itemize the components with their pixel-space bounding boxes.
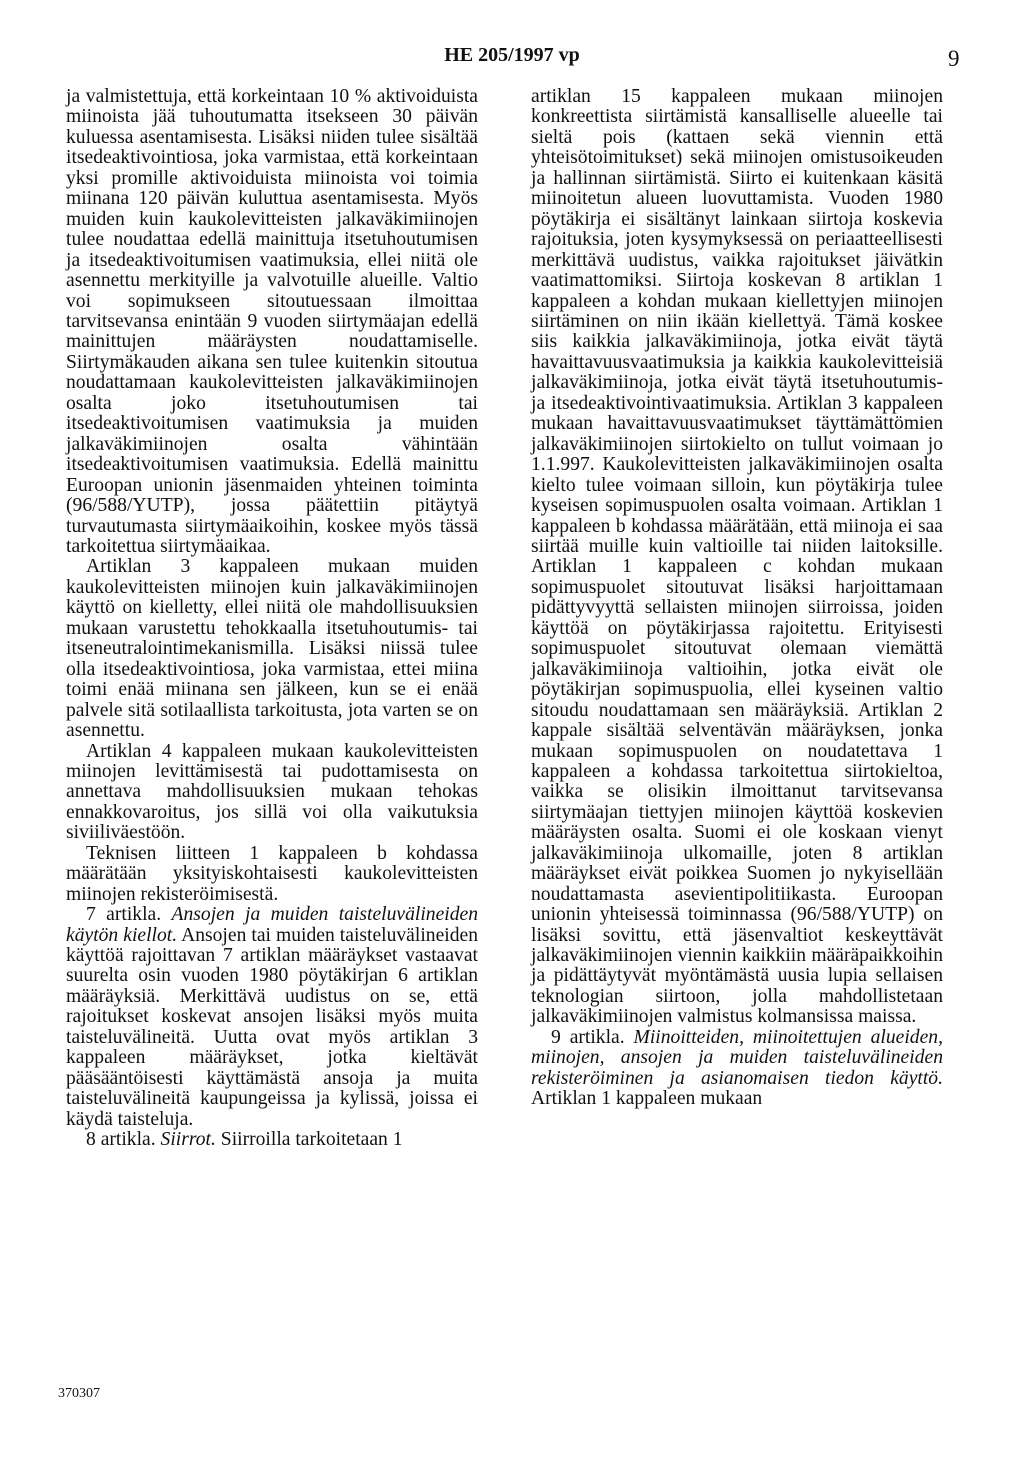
article-title: Miinoitteiden, miinoitettujen alueiden, miinojen, ansojen ja muiden taisteluvälineiden rekisteröiminen ja asianomaisen tiedon käyttö. [531, 1026, 943, 1089]
paragraph: Teknisen liitteen 1 kappaleen b kohdassa määrätään yksityiskohtaisesti kaukolevitteisten miinojen rekisteröimisestä. [66, 842, 478, 905]
article-title: Siirrot. [160, 1129, 216, 1151]
section-paragraph-article-8 [66, 1130, 478, 1150]
paragraph: Artiklan 4 kappaleen mukaan kaukolevitteisten miinojen levittämisestä tai pudottamisesta on annettava mahdollisuuksien mukaan tehokas ennakkovaroitus, jos sillä voi olla vaikutuksia siviiliväestöön. [66, 740, 478, 844]
article-title: Ansojen ja muiden taisteluvälineiden käytön kiellot. [66, 904, 479, 946]
article-heading: 8 artikla. [86, 1129, 161, 1151]
paragraph-text: Artiklan 1 kappaleen mukaan [531, 1088, 763, 1110]
left-text-column [66, 87, 478, 1151]
footer-document-code: 370307 [58, 1386, 100, 1401]
page-header-title: HE 205/1997 vp [444, 44, 580, 66]
article-heading: 7 artikla. [86, 904, 172, 926]
article-heading: 9 artikla. [551, 1026, 634, 1048]
paragraph: artiklan 15 kappaleen mukaan miinojen konkreettista siirtämistä kansalliselle alueelle tai sieltä pois (kattaen sekä viennin että yhteisötoimitukset) sekä miinojen omistusoikeuden ja hallinnan siirtämistä. Siirto ei kuitenkaan käsitä miinoitetun alueen luovuttamista. Vuoden 1980 pöytäkirja ei sisältänyt lainkaan siirtoja koskevia rajoituksia, joten kysymyksessä on periaatteellisesti merkittävä uudistus, vaikka rajoitukset jäivätkin vaatimattomiksi. Siirtoja koskevan 8 artiklan 1 kappaleen a kohdan mukaan kiellettyjen miinojen siirtäminen on niin ikään kiellettyä. Tämä koskee siis kaikkia jalkaväkimiinoja, jotka eivät täytä havaittavuusvaatimuksia ja kaikkia kaukolevitteisiä jalkaväkimiinoja, jotka eivät täytä itsetuhoutumis- ja itsedeaktivointivaatimuksia. Artiklan 3 kappaleen mukaan havaittavuusvaatimukset täyttämättömien jalkaväkimiinojen siirtokielto on tullut voimaan jo 1.1.997. Kaukolevitteisten jalkaväkimiinojen osalta kielto tulee voimaan silloin, kun pöytäkirja tulee kyseisen sopimuspuolen osalta voimaan. Artiklan 1 kappaleen b kohdassa määrätään, että miinoja ei saa siirtää muille kuin valtioille tai niiden laitoksille. Artiklan 1 kappaleen c kohdan mukaan sopimuspuolet sitoutuvat lisäksi harjoittamaan pidättyvyyttä sellaisten miinojen siirroissa, joiden käyttöä on pöytäkirjassa rajoitettu. Erityisesti sopimuspuolet sitoutuvat olemaan viemättä jalkaväkimiinoja valtioihin, jotka eivät ole pöytäkirjan sopimuspuolia, ellei kyseinen valtio sitoudu noudattamaan sen määräyksiä. Artiklan 2 kappale sisältää selventävän määräyksen, jonka mukaan sopimuspuolen on noudatettava 1 kappaleen a kohdassa tarkoitettua siirtokieltoa, vaikka se olisikin ilmoittanut tarvitsevansa siirtymäajan tiettyjen miinojen käyttöä koskevien määräysten osalta. Suomi ei ole koskaan vienyt jalkaväkimiinoja ulkomaille, joten 8 artiklan määräykset eivät poikkea Suomen jo nykyisellään noudattamasta asevientipolitiikasta. Euroopan unionin yhteisessä toiminnassa (96/588/YUTP) on lisäksi sovittu, että jäsenvaltiot keskeyttävät jalkaväkimiinojen viennin kaikkiin määräpaikkoihin ja pidättäytyvät myöntämästä uusia lupia sellaisen teknologian siirtoon, jolla mahdollistetaan jalkaväkimiinojen valmistus kolmansissa maissa. [531, 86, 943, 1028]
paragraph-text: Siirroilla tarkoitetaan 1 [215, 1129, 403, 1151]
paragraph: ja valmistettuja, että korkeintaan 10 % aktivoiduista miinoista jää tuhoutumatta itsekseen 30 päivän kuluessa asentamisesta. Lisäksi niiden tulee sisältää itsedeaktivointiosa, joka varmistaa, että korkeintaan yksi promille aktivoiduista miinoista voi toimia miinana 120 päivän kuluttua asentamisesta. Myös muiden kuin kaukolevitteisten jalkaväkimiinojen tulee noudattaa edellä mainittuja itsetuhoutumisen ja itsedeaktivoitumisen vaatimuksia, ellei niitä ole asennettu merkityille ja valvotuille alueille. Valtio voi sopimukseen sitoutuessaan ilmoittaa tarvitsevansa enintään 9 vuoden siirtymäajan edellä mainittujen määräysten noudattamiselle. Siirtymäkauden aikana sen tulee kuitenkin sitoutua noudattamaan kaukolevitteisten jalkaväkimiinojen osalta joko itsetuhoutumisen tai itsedeaktivoitumisen vaatimuksia ja muiden jalkaväkimiinojen osalta vähintään itsedeaktivoitumisen vaatimuksia. Edellä mainittu Euroopan unionin jäsenmaiden yhteinen toiminta (96/588/YUTP), jossa päätettiin pitäytyä turvautumasta siirtymäaikoihin, koskee myös tässä tarkoitettua siirtymäaikaa. [66, 86, 478, 557]
page-number: 9 [948, 46, 960, 71]
paragraph: Artiklan 3 kappaleen mukaan muiden kaukolevitteisten miinojen kuin jalkaväkimiinojen käyttö on kielletty, ellei niitä ole mahdollisuuksien mukaan varustettu tehokkaalla itsetuhoutumis- tai itseneutralointimekanismilla. Lisäksi niissä tulee olla itsedeaktivointiosa, joka varmistaa, ettei miina toimi enää miinana sen jälkeen, kun se ei enää palvele sitä sotilaallista tarkoitusta, jota varten se on asennettu. [66, 556, 478, 742]
section-paragraph-article-9 [531, 1028, 943, 1110]
section-paragraph-article-7 [66, 905, 478, 1130]
paragraph-text: Ansojen tai muiden taisteluvälineiden käyttöä rajoittavan 7 artiklan määräykset vastaavat suurelta osin vuoden 1980 pöytäkirjan 6 artiklan määräyksiä. Merkittävä uudistus on se, että rajoitukset koskevat ansojen lisäksi myös muita taisteluvälineitä. Uutta ovat myös artiklan 3 kappaleen määräykset, jotka kieltävät pääsääntöisesti käyttämästä ansoja ja muita taisteluvälineitä kaupungeissa ja kylissä, joissa ei käydä taisteluja. [66, 924, 478, 1130]
right-text-column [531, 87, 943, 1110]
